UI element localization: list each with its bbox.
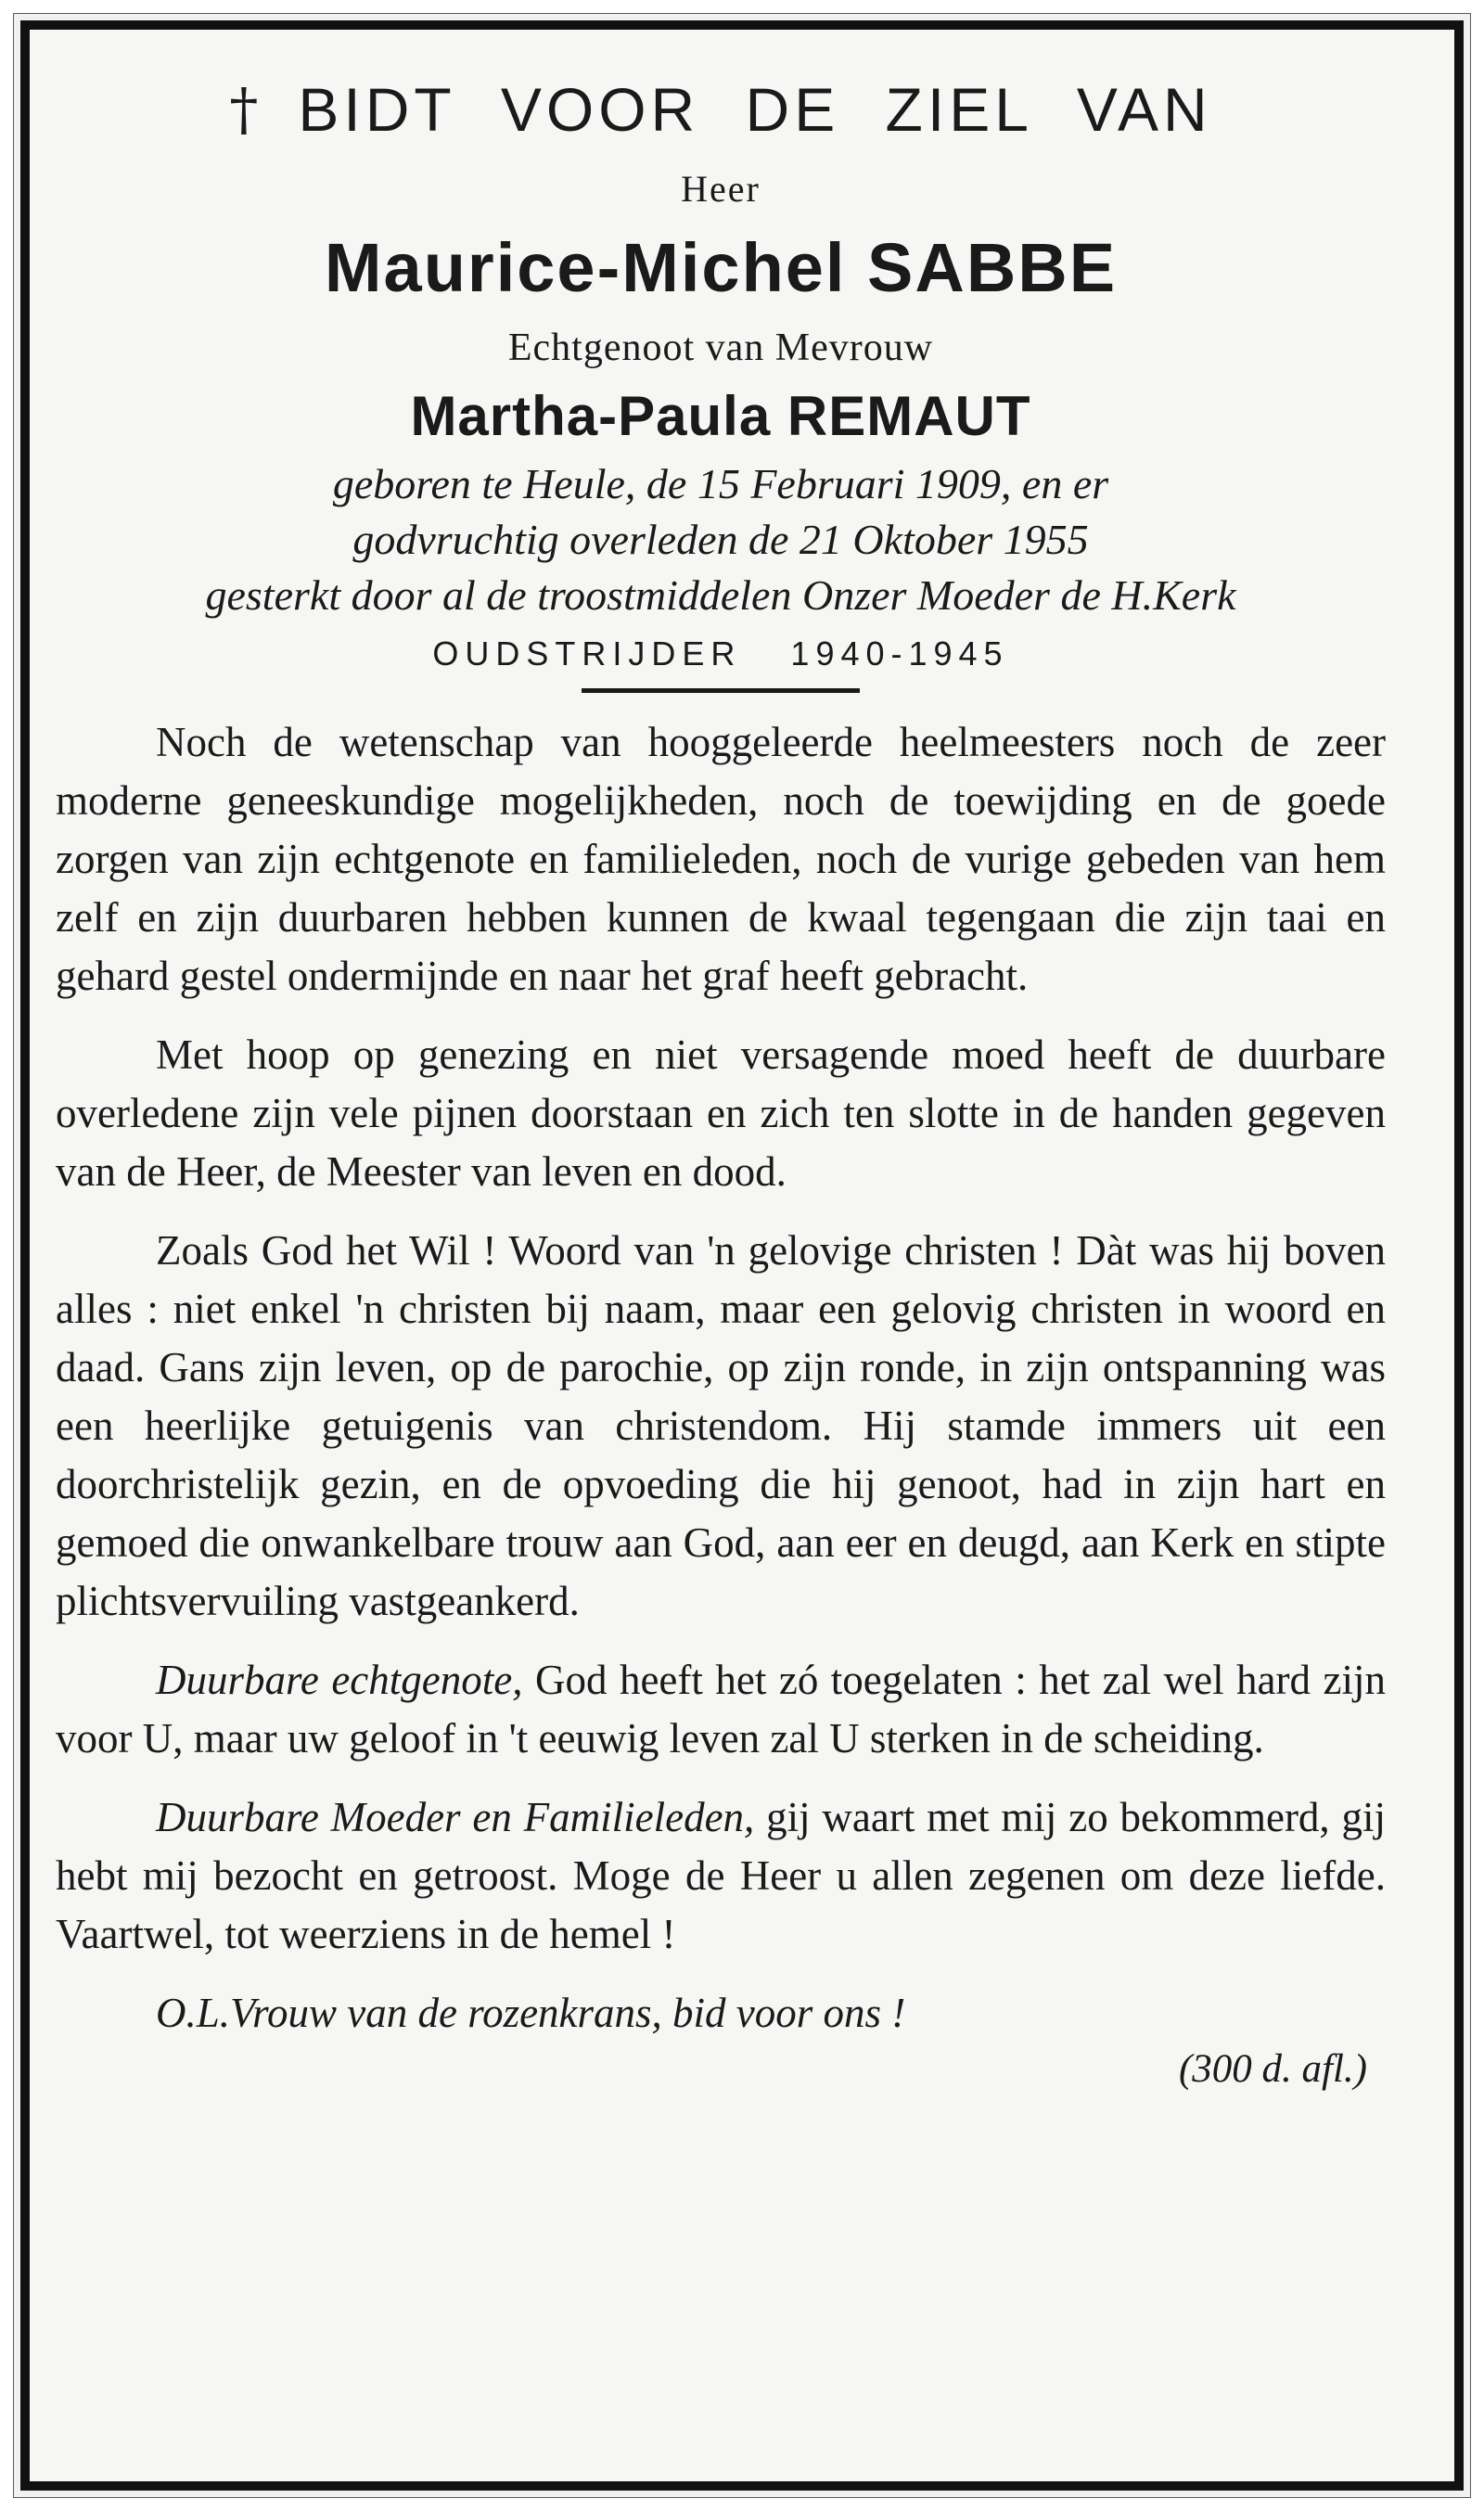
paragraph-1: [56, 713, 1386, 1006]
paragraph-1-text: Noch de wetenschap van hooggeleerde heelmeesters noch de zeer moderne geneeskundige mogelijkheden, noch de toewijding en de goede zorgen van zijn echtgenote en familieleden, noch de vurige gebeden van hem zelf en zijn duurbaren hebben kunnen de kwaal tegengaan die zijn taai en gehard gestel ondermijnde en naar het graf heeft gebracht.: [56, 719, 1386, 999]
spouse-intro: Echtgenoot van Mevrouw: [507, 327, 934, 369]
closing-prayer: O.L.Vrouw van de rozenkrans, bid voor ons !: [156, 1990, 906, 2036]
deceased-name: Maurice-Michel SABBE: [324, 229, 1118, 306]
memorial-card: [56, 58, 1386, 2097]
death-line: godvruchtig overleden de 21 Oktober 1955: [352, 516, 1089, 563]
indulgence-note: (300 d. afl.): [1178, 2047, 1367, 2091]
paragraph-3: [56, 1222, 1386, 1631]
paragraph-2: [56, 1026, 1386, 1201]
cross-icon: †: [229, 75, 263, 143]
sacraments-line: gesterkt door al de troostmiddelen Onzer Moeder de H.Kerk: [205, 571, 1236, 619]
spouse-name: Martha-Paula REMAUT: [410, 385, 1031, 447]
paragraph-2-text: Met hoop op genezing en niet versagende moed heeft de duurbare overledene zijn vele pijnen doorstaan en zich ten slotte in de handen gegeven van de Heer, de Meester van leven en dood.: [56, 1031, 1386, 1195]
birth-line: geboren te Heule, de 15 Februari 1909, en er: [332, 460, 1109, 507]
paragraph-3-text: Zoals God het Wil ! Woord van 'n gelovige christen ! Dàt was hij boven alles : niet enkel 'n christen bij naam, maar een gelovig christen in woord en daad. Gans zijn leven, op de parochie, op zijn ronde, in zijn ontspanning was een heerlijke getuigenis van christendom. Hij stamde immers uit een doorchristelijk gezin, en de opvoeding die hij genoot, had in zijn hart en gemoed die onwankelbare trouw aan God, aan eer en deugd, aan Kerk en stipte plichtsvervuiling vastgeankerd.: [56, 1227, 1386, 1624]
paragraph-5: [56, 1788, 1386, 1964]
veteran-line: OUDSTRIJDER 1940-1945: [432, 634, 1009, 673]
paragraph-5-lead: Duurbare Moeder en Familieleden,: [156, 1794, 755, 1840]
paragraph-4: [56, 1651, 1386, 1768]
header-title: BIDT VOOR DE ZIEL VAN: [298, 75, 1212, 144]
header: [56, 58, 1386, 161]
paragraph-4-text: God heeft het zó toegelaten : het zal wel hard zijn voor U, maar uw geloof in 't eeuwig leven zal U sterken in de scheiding.: [56, 1657, 1386, 1762]
honorific: Heer: [681, 168, 761, 210]
paragraph-5-text: gij waart met mij zo bekommerd, gij hebt mij bezocht en getroost. Moge de Heer u allen zegenen om deze liefde. Vaartwel, tot weerziens in de hemel !: [56, 1794, 1386, 1957]
divider-rule: [582, 688, 860, 693]
paragraph-4-lead: Duurbare echtgenote,: [156, 1657, 523, 1703]
